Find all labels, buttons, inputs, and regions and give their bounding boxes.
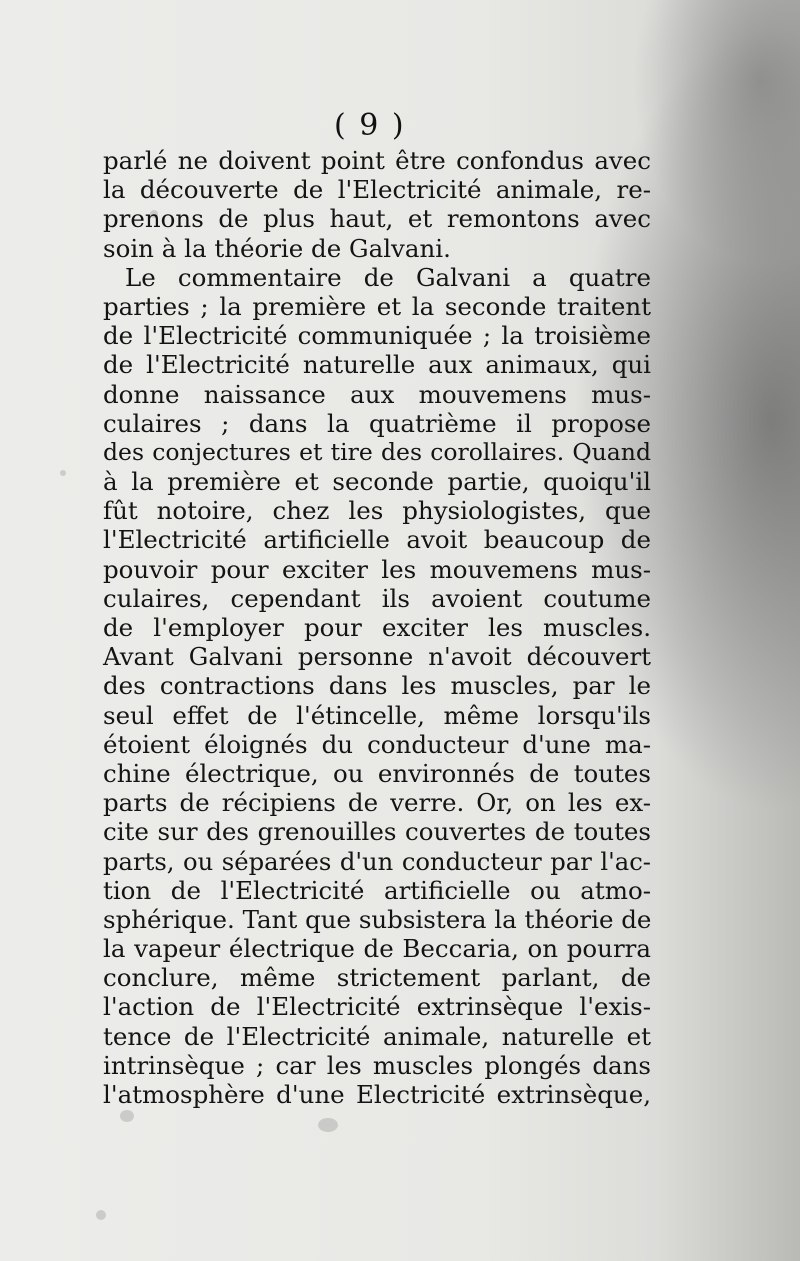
text-line: fût notoire, chez les physiologistes, que	[103, 496, 651, 526]
paper-speck	[120, 1110, 134, 1122]
text-line: la vapeur électrique de Beccaria, on pourra	[103, 934, 651, 964]
paper-speck	[60, 470, 66, 476]
text-line: tence de l'Electricité animale, naturelle et	[103, 1021, 651, 1051]
text-line: parlé ne doivent point être confondus avec	[103, 146, 651, 175]
text-line: étoient éloignés du conducteur d'une ma-	[103, 729, 651, 759]
text-line: intrinsèque ; car les muscles plongés dans	[103, 1050, 651, 1080]
text-line: parts de récipiens de verre. Or, on les ex-	[103, 788, 651, 818]
text-line: sphérique. Tant que subsistera la théorie de	[103, 904, 652, 934]
text-line: la découverte de l'Electricité animale, re-	[103, 175, 651, 205]
text-line: chine électrique, ou environnés de toutes	[103, 758, 651, 788]
text-line: pouvoir pour exciter les mouvemens mus-	[103, 554, 651, 584]
text-line: seul effet de l'étincelle, même lorsqu'ils	[103, 700, 651, 730]
text-line: Avant Galvani personne n'avoit découvert	[103, 642, 651, 672]
text-line: tion de l'Electricité artificielle ou atmo-	[103, 875, 651, 905]
text-line: culaires, cependant ils avoient coutume	[103, 583, 651, 613]
text-line: de l'employer pour exciter les muscles.	[103, 613, 651, 642]
text-line: conclure, même strictement parlant, de	[103, 963, 651, 993]
text-line: prenons de plus haut, et remontons avec	[103, 204, 651, 234]
paper-speck	[96, 1210, 106, 1220]
text-line: parts, ou séparées d'un conducteur par l'ac-	[103, 846, 651, 876]
text-line: soin à la théorie de Galvani.	[103, 233, 451, 263]
text-line: culaires ; dans la quatrième il propose	[103, 408, 651, 438]
text-line: l'Electricité artificielle avoit beaucoup de	[103, 525, 651, 555]
text-line: donne naissance aux mouvemens mus-	[103, 379, 651, 409]
text-line: cite sur des grenouilles couvertes de toutes	[103, 817, 651, 847]
body-text	[103, 146, 651, 1109]
text-line: à la première et seconde partie, quoiqu'il	[103, 467, 651, 497]
text-line: l'action de l'Electricité extrinsèque l'exis-	[103, 992, 651, 1022]
text-line: des contractions dans les muscles, par le	[103, 671, 651, 701]
text-line: Le commentaire de Galvani a quatre	[125, 262, 651, 292]
text-line: de l'Electricité communiquée ; la troisième	[103, 321, 651, 351]
text-line: des conjectures et tire des corollaires. Quand	[103, 437, 651, 466]
text-line: parties ; la première et la seconde traitent	[103, 291, 651, 321]
paper-speck	[318, 1118, 338, 1132]
text-line: l'atmosphère d'une Electricité extrinsèque,	[103, 1080, 651, 1109]
text-line: de l'Electricité naturelle aux animaux, qui	[103, 350, 651, 380]
page-number: ( 9 )	[334, 108, 406, 143]
